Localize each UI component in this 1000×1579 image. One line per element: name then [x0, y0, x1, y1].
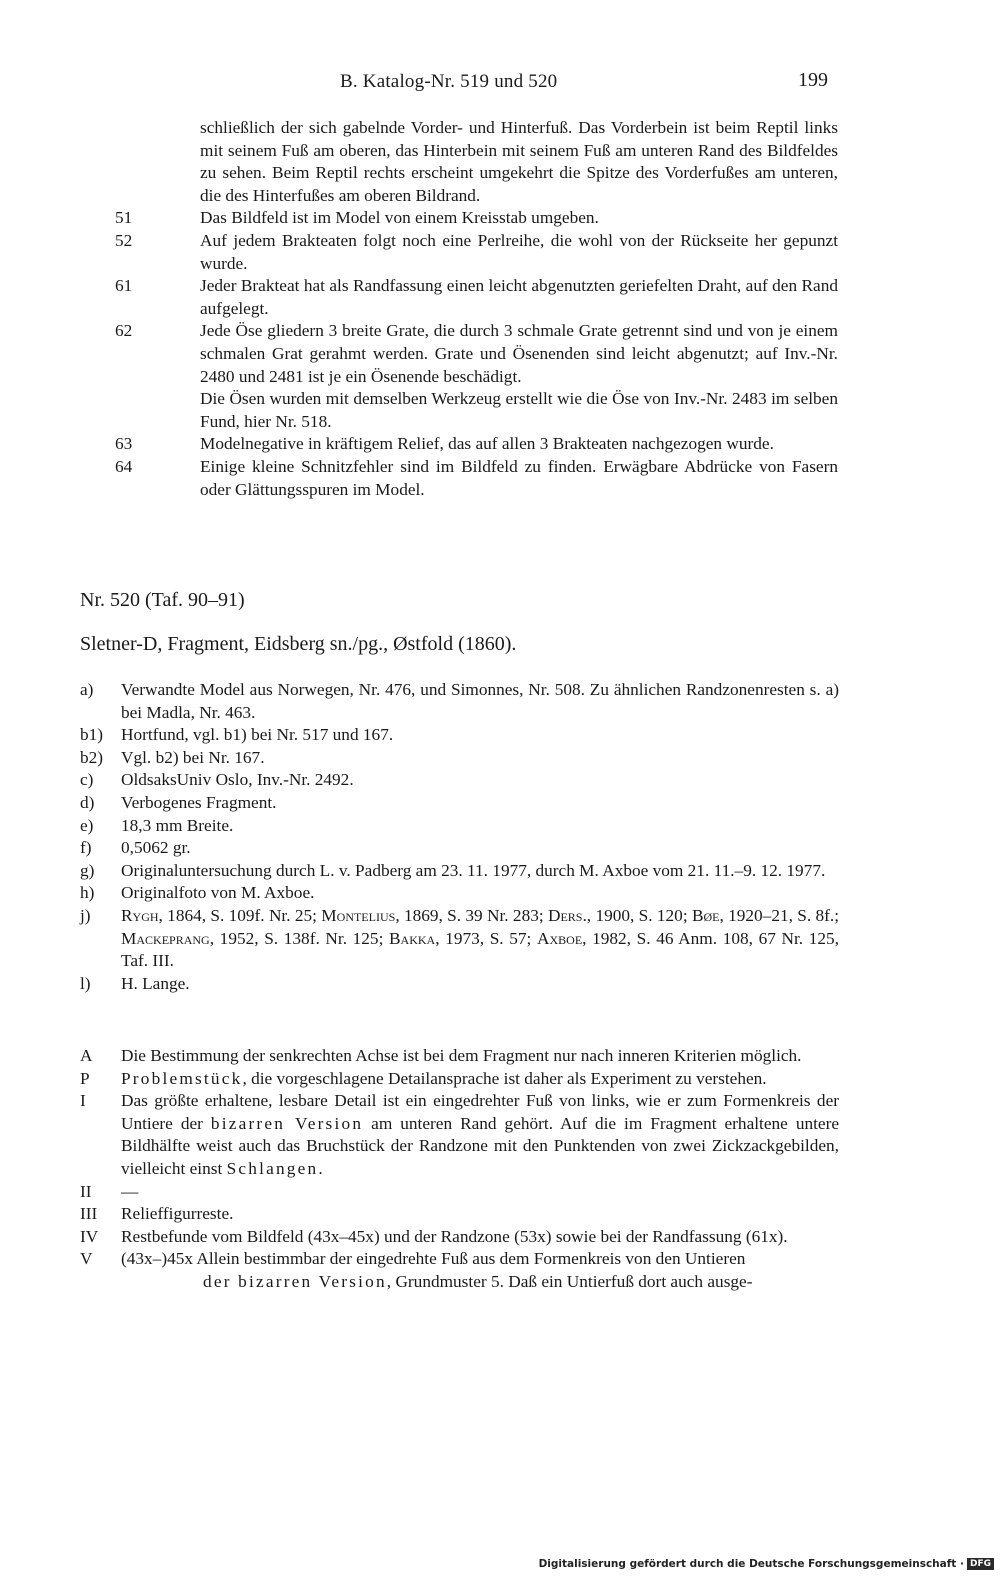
detail-text: 18,3 mm Breite. — [121, 815, 234, 835]
analysis-key: III — [80, 1204, 98, 1224]
note-item — [0, 433, 1000, 456]
detail-text: Verbogenes Fragment. — [121, 792, 277, 812]
detail-item — [0, 747, 1000, 770]
analysis-text: Restbefunde vom Bildfeld (43x–45x) und der Randzone (53x) sowie bei der Randfassung (61x). — [121, 1226, 788, 1246]
author-name: Bakka — [389, 928, 436, 948]
detail-item — [0, 973, 1000, 996]
analysis-text: Die Bestimmung der senkrechten Achse ist bei dem Fragment nur nach inneren Kriterien möglich. — [121, 1046, 802, 1065]
analysis-key: IV — [80, 1226, 99, 1246]
note-text: schließlich der sich gabelnde Vorder- und Hinterfuß. Das Vorderbein ist beim Reptil links mit seinem Fuß am oberen, das Hinterbein mit seinem Fuß am unteren Rand des Bildfeldes zu sehen. Beim Reptil rechts erscheint umgekehrt die Spitze des Vorderfußes am unteren, die des Hinterfußes am oberen Bildrand. — [200, 118, 838, 205]
note-item — [0, 275, 1000, 320]
detail-item — [0, 882, 1000, 905]
detail-item — [0, 792, 1000, 815]
detail-text: Originalfoto von M. Axboe. — [121, 883, 315, 903]
analysis-key: V — [80, 1249, 93, 1269]
detail-text: Verwandte Model aus Norwegen, Nr. 476, und Simonnes, Nr. 508. Zu ähnlichen Randzonenresten s. a) bei Madla, Nr. 463. — [121, 680, 839, 722]
analysis-item — [0, 1203, 1000, 1226]
analysis-text: Problemstück, die vorgeschlagene Detailansprache ist daher als Experiment zu verstehen. — [121, 1068, 767, 1088]
detail-text: OldsaksUniv Oslo, Inv.-Nr. 2492. — [121, 770, 354, 790]
detail-text: Originaluntersuchung durch L. v. Padberg am 23. 11. 1977, durch M. Axboe vom 21. 11.–9. 12. 1977. — [121, 860, 826, 880]
spaced-term: bizarren Version — [210, 1113, 364, 1133]
detail-item — [0, 724, 1000, 747]
literature-text: Rygh, 1864, S. 109f. Nr. 25; Montelius, 1869, S. 39 Nr. 283; Ders., 1900, S. 120; Bøe, 1920–21, S. 8f.; Mackeprang, 1952, S. 138f. Nr. 125; Bakka, 1973, S. 57; Axboe, 1982, S. 46 Anm. 108, 67 Nr. 125, Taf. III. — [121, 905, 840, 971]
dfg-logo: DFG — [967, 1558, 994, 1570]
detail-key: b1) — [80, 725, 104, 745]
analysis-key: II — [80, 1181, 92, 1201]
detail-item — [0, 860, 1000, 883]
detail-item — [0, 769, 1000, 792]
detail-key: g) — [80, 860, 95, 880]
analysis-text: Das größte erhaltene, lesbare Detail ist ein eingedrehter Fuß von links, wie er zum Formenkreis der Untiere der bizarren Version am unteren Rand gehört. Auf die im Fragment erhaltene untere Bildhälfte weist auch das Bruchstück der Randzone mit den Punktenden von zwei Zickzackgebilden, vielleicht einst Schlangen. — [121, 1091, 839, 1178]
analysis-text: Relieffigurreste. — [121, 1204, 234, 1224]
analysis-text: — — [121, 1181, 139, 1201]
notes-block — [0, 117, 1000, 501]
analysis-item — [0, 1090, 1000, 1180]
analysis-item — [0, 1068, 1000, 1091]
detail-key: a) — [80, 680, 94, 699]
detail-item — [0, 837, 1000, 860]
note-number: 63 — [115, 434, 133, 454]
analysis-list — [0, 1045, 1000, 1294]
spaced-term: der bizarren Version — [203, 1271, 387, 1291]
detail-text: 0,5062 gr. — [121, 838, 191, 858]
author-name: Montelius — [321, 905, 396, 925]
running-head: B. Katalog-Nr. 519 und 520 — [340, 71, 558, 92]
spaced-term: Problemstück — [121, 1068, 243, 1088]
analysis-key: A — [80, 1046, 93, 1065]
detail-text: Vgl. b2) bei Nr. 167. — [121, 747, 265, 767]
detail-key: d) — [80, 792, 95, 812]
detail-key: b2) — [80, 747, 104, 767]
author-name: Axboe — [537, 928, 583, 948]
note-text: Das Bildfeld ist im Model von einem Kreisstab umgeben. — [200, 208, 599, 228]
literature-item — [0, 905, 1000, 973]
note-number: 62 — [115, 321, 133, 341]
detail-key: j) — [80, 905, 91, 925]
find-heading: Sletner-D, Fragment, Eidsberg sn./pg., Østfold (1860). — [80, 633, 517, 655]
note-item — [0, 230, 1000, 275]
author-name: Ders. — [547, 905, 587, 925]
note-continuation — [0, 117, 1000, 207]
detail-key: f) — [80, 838, 92, 858]
entry-number-heading: Nr. 520 (Taf. 90–91) — [80, 589, 245, 611]
note-number: 64 — [115, 456, 133, 476]
note-text: Einige kleine Schnitzfehler sind im Bildfeld zu finden. Erwägbare Abdrücke von Fasern oder Glättungsspuren im Model. — [200, 456, 838, 499]
note-text: Jede Öse gliedern 3 breite Grate, die durch 3 schmale Grate getrennt sind und von je einem schmalen Grat gerahmt werden. Grate und Ösenenden sind leicht abgenutzt; auf Inv.-Nr. 2480 und 2481 ist je ein Ösenende beschädigt. — [200, 321, 838, 386]
note-number: 61 — [115, 276, 133, 296]
author-name: Bøe — [691, 905, 720, 925]
detail-text: H. Lange. — [121, 973, 190, 993]
note-text: Auf jedem Brakteaten folgt noch eine Perlreihe, die wohl von der Rückseite her gepunzt wurde. — [200, 230, 838, 273]
author-name: Mackeprang — [121, 928, 210, 948]
analysis-item — [0, 1181, 1000, 1204]
detail-item — [0, 815, 1000, 838]
detail-key: c) — [80, 770, 94, 790]
note-item — [0, 456, 1000, 501]
detail-list — [0, 679, 1000, 995]
note-number: 51 — [115, 208, 133, 228]
note-text: Modelnegative in kräftigem Relief, das auf allen 3 Brakteaten nachgezogen wurde. — [200, 434, 774, 454]
analysis-item — [0, 1045, 1000, 1068]
note-item — [0, 207, 1000, 230]
analysis-key: P — [80, 1068, 90, 1088]
detail-item — [0, 679, 1000, 724]
detail-text: Hortfund, vgl. b1) bei Nr. 517 und 167. — [121, 725, 394, 745]
detail-key: l) — [80, 973, 91, 993]
analysis-item — [0, 1248, 1000, 1293]
analysis-key: I — [80, 1091, 86, 1111]
note-item — [0, 320, 1000, 433]
detail-key: e) — [80, 815, 94, 835]
author-name: Rygh — [121, 905, 159, 925]
note-text: Die Ösen wurden mit demselben Werkzeug erstellt wie die Öse von Inv.-Nr. 2483 im selben Fund, hier Nr. 518. — [200, 389, 838, 431]
detail-key: h) — [80, 883, 95, 903]
page-number: 199 — [798, 69, 828, 91]
footer-text: Digitalisierung gefördert durch die Deutsche Forschungsgemeinschaft · — [538, 1558, 964, 1570]
note-text: Jeder Brakteat hat als Randfassung einen leicht abgenutzten geriefelten Draht, auf den Rand aufgelegt. — [200, 276, 838, 318]
analysis-item — [0, 1226, 1000, 1249]
footer-credit — [539, 1558, 994, 1570]
spaced-term: Schlangen — [226, 1158, 319, 1178]
note-number: 52 — [115, 230, 133, 250]
analysis-text: (43x–)45x Allein bestimmbar der eingedrehte Fuß aus dem Formenkreis von den Untieren der bizarren Version, Grundmuster 5. Daß ein Untierfuß dort auch ausge- — [121, 1249, 753, 1291]
motif-code: (43x–)45x — [121, 1249, 193, 1269]
